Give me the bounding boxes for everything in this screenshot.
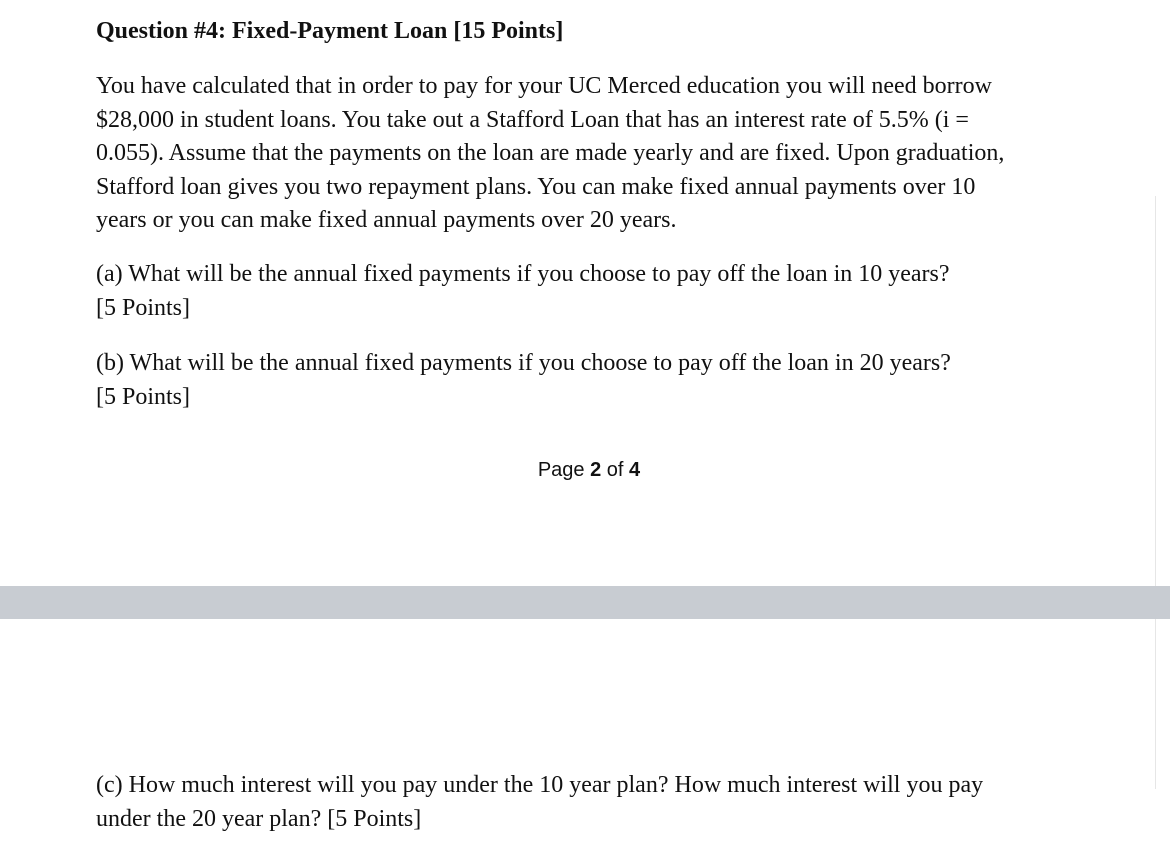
part-b-question [96,347,951,414]
question-intro-paragraph [96,70,1004,238]
of-word: of [606,459,624,481]
intro-line: years or you can make fixed annual payments over 20 years. [96,207,677,233]
part-a-points: [5 Points] [96,294,191,321]
page-break-gap [0,586,1170,619]
question-title: Question #4: Fixed-Payment Loan [15 Points] [96,18,564,44]
page-right-edge [1155,619,1170,789]
intro-line: $28,000 in student loans. You take out a Stafford Loan that has an interest rate of 5.5% (i = [96,106,969,133]
part-a-line: (a) What will be the annual fixed payments if you choose to pay off the loan in 10 years? [96,261,950,287]
intro-line: Stafford loan gives you two repayment plans. You can make fixed annual payments over 10 [96,173,976,200]
total-pages-number: 4 [629,459,641,481]
intro-line: 0.055). Assume that the payments on the loan are made yearly and are fixed. Upon graduation, [96,140,1005,166]
part-c-question [96,769,983,836]
part-c-line: (c) How much interest will you pay under the 10 year plan? How much interest will you pay [96,772,984,798]
part-a-question [96,258,950,325]
part-b-line: (b) What will be the annual fixed payments if you choose to pay off the loan in 20 years? [96,350,951,376]
part-b-points: [5 Points] [96,383,191,410]
page-word: Page [537,459,585,481]
part-c-line: under the 20 year plan? [5 Points] [96,805,422,832]
current-page-number: 2 [590,459,602,481]
intro-line: You have calculated that in order to pay for your UC Merced education you will need borrow [96,73,992,99]
page-3 [0,619,1170,849]
page-right-edge [1155,196,1170,586]
page-number-footer [0,455,1170,485]
